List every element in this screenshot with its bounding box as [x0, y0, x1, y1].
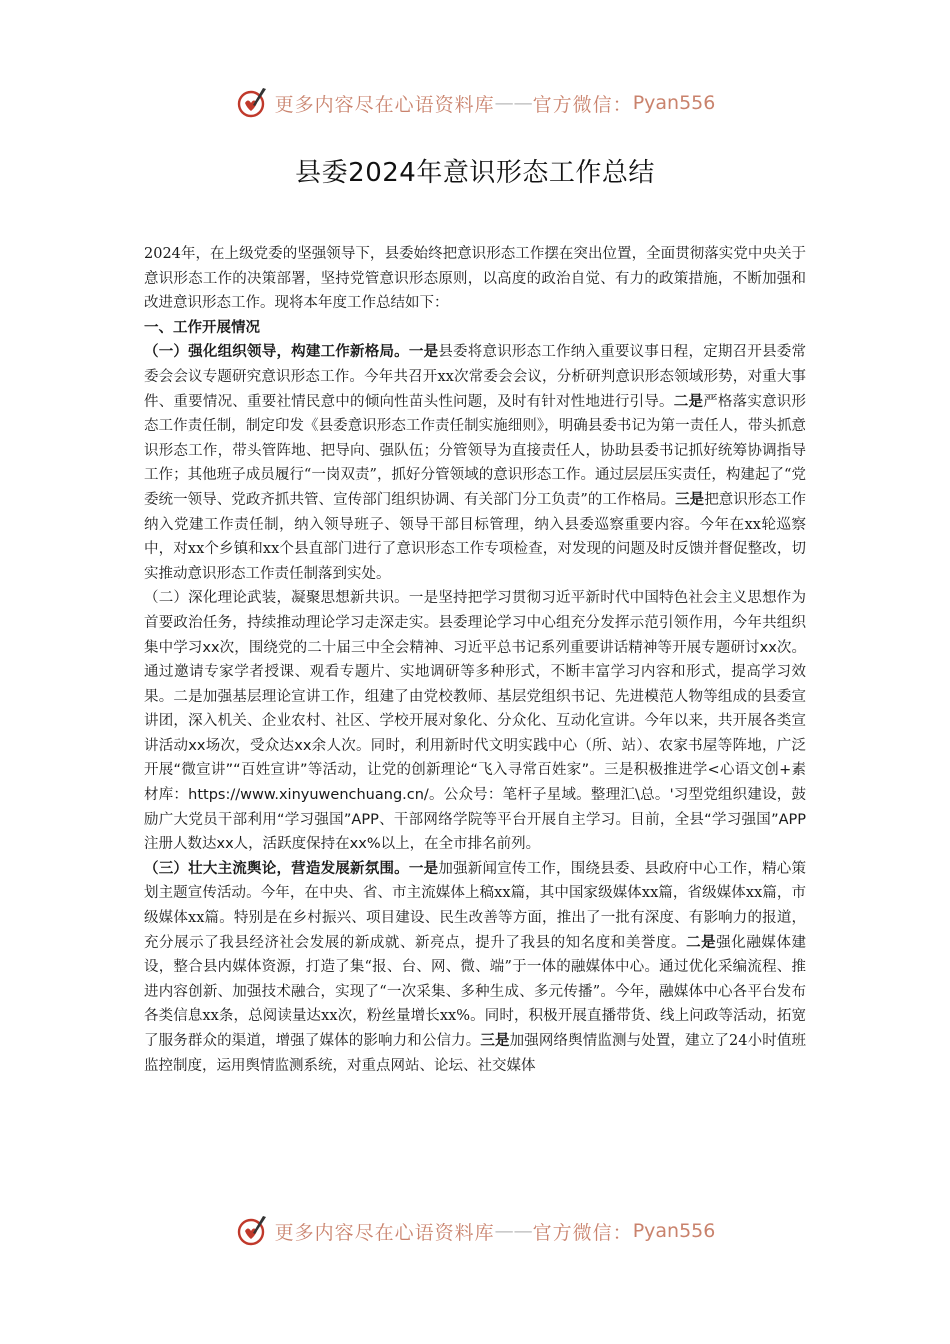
intro-paragraph: 2024年，在上级党委的坚强领导下，县委始终把意识形态工作摆在突出位置，全面贯彻落实党中央关于意识形态工作的决策部署，坚持党管意识形态原则，以高度的政治自觉、有力的政策措施，不断加强和改进意识形态工作。现将本年度工作总结如下：	[144, 246, 806, 312]
banner-text: 更多内容尽在心语资料库	[274, 1221, 495, 1244]
para1-marker-3: 三是	[675, 491, 705, 508]
para1-marker-2: 二是	[673, 393, 704, 410]
para1-marker-1: 一是	[408, 344, 439, 361]
banner-label: 官方微信：	[532, 1221, 633, 1244]
banner-account: Pyan556	[632, 92, 716, 114]
banner-separator: ——	[494, 1220, 533, 1242]
para3-text-3: 加强网络舆情监测与处置，建立了24小时值班监控制度，运用舆情监测系统，对重点网站、论坛、社交媒体	[144, 1033, 807, 1074]
section-heading-1: 一、工作开展情况	[144, 319, 260, 336]
paragraph-public-opinion	[144, 857, 806, 1078]
para1-text-3: 把意识形态工作纳入党建工作责任制，纳入领导班子、领导干部目标管理，纳入县委巡察重要内容。今年在xx轮巡察中，对xx个乡镇和xx个县直部门进行了意识形态工作专项检查，对发现的问题及时反馈并督促整改，切实推动意识形态工作责任制落到实处。	[144, 491, 806, 582]
quill-heart-logo-icon	[235, 86, 269, 120]
footer-watermark-banner	[0, 1211, 950, 1251]
banner-text: 更多内容尽在心语资料库	[274, 93, 495, 116]
banner-account: Pyan556	[632, 1220, 716, 1242]
para3-text-2: 强化融媒体建设，整合县内媒体资源，打造了集“报、台、网、微、端”于一体的融媒体中心。通过优化采编流程、推进内容创新、加强技术融合，实现了“一次采集、多种生成、多元传播”。今年，融媒体中心各平台发布各类信息xx条，总阅读量达xx次，粉丝量增长xx%。同时，积极开展直播带货、线上问政等活动，拓宽了服务群众的渠道，增强了媒体的影响力和公信力。	[144, 934, 807, 1049]
document-body	[144, 242, 806, 1078]
para1-lead: （一）强化组织领导，构建工作新格局。	[144, 344, 409, 361]
para3-text-1: 加强新闻宣传工作，围绕县委、县政府中心工作，精心策划主题宣传活动。今年，在中央、省、市主流媒体上稿xx篇，其中国家级媒体xx篇，省级媒体xx篇，市级媒体xx篇。特别是在乡村振兴、项目建设、民生改善等方面，推出了一批有深度、有影响力的报道，充分展示了我县经济社会发展的新成就、新亮点，提升了我县的知名度和美誉度。	[144, 860, 807, 951]
para3-lead: （三）壮大主流舆论，营造发展新氛围。	[144, 860, 409, 877]
paragraph-theory: （二）深化理论武装，凝聚思想新共识。一是坚持把学习贯彻习近平新时代中国特色社会主义思想作为首要政治任务，持续推动理论学习走深走实。县委理论学习中心组充分发挥示范引领作用，今年共组织集中学习xx次，围绕党的二十届三中全会精神、习近平总书记系列重要讲话精神等开展专题研讨xx次。通过邀请专家学者授课、观看专题片、实地调研等多种形式，不断丰富学习内容和形式，提高学习效果。二是加强基层理论宣讲工作，组建了由党校教师、基层党组织书记、先进模范人物等组成的县委宣讲团，深入机关、企业农村、社区、学校开展对象化、分众化、互动化宣讲。今年以来，共开展各类宣讲活动xx场次，受众达xx余人次。同时，利用新时代文明实践中心（所、站）、农家书屋等阵地，广泛开展“微宣讲”“百姓宣讲”等活动，让党的创新理论“飞入寻常百姓家”。三是积极推进学<心语文创+素材库：https://www.xinyuwenchuang.cn/。公众号：笔杆子星域。整理汇\总。'习型党组织建设，鼓励广大党员干部利用“学习强国”APP、干部网络学院等平台开展自主学习。目前，全县“学习强国”APP注册人数达xx人，活跃度保持在xx%以上，在全市排名前列。	[144, 590, 806, 853]
banner-separator: ——	[494, 92, 533, 114]
para3-marker-3: 三是	[480, 1033, 510, 1049]
para3-marker-1: 一是	[408, 860, 439, 877]
para3-marker-2: 二是	[686, 934, 717, 951]
banner-label: 官方微信：	[532, 93, 633, 116]
quill-heart-logo-icon	[235, 1214, 269, 1248]
para1-text-2: 严格落实意识形态工作责任制，制定印发《县委意识形态工作责任制实施细则》，明确县委书记为第一责任人，带头抓意识形态工作，带头管阵地、把导向、强队伍；分管领导为直接责任人，协助县委书记抓好统筹协调指导工作；其他班子成员履行“一岗双责”，抓好分管领域的意识形态工作。通过层层压实责任，构建起了“党委统一领导、党政齐抓共管、宣传部门组织协调、有关部门分工负责”的工作格局。	[144, 393, 807, 508]
paragraph-organization	[144, 340, 806, 586]
document-title: 县委2024年意识形态工作总结	[295, 158, 655, 188]
para1-text-1: 县委将意识形态工作纳入重要议事日程，定期召开县委常委会会议专题研究意识形态工作。今年共召开xx次常委会会议，分析研判意识形态领域形势，对重大事件、重要情况、重要社情民意中的倾向性苗头性问题，及时有针对性地进行引导。	[144, 344, 807, 410]
header-watermark-banner	[0, 83, 950, 123]
